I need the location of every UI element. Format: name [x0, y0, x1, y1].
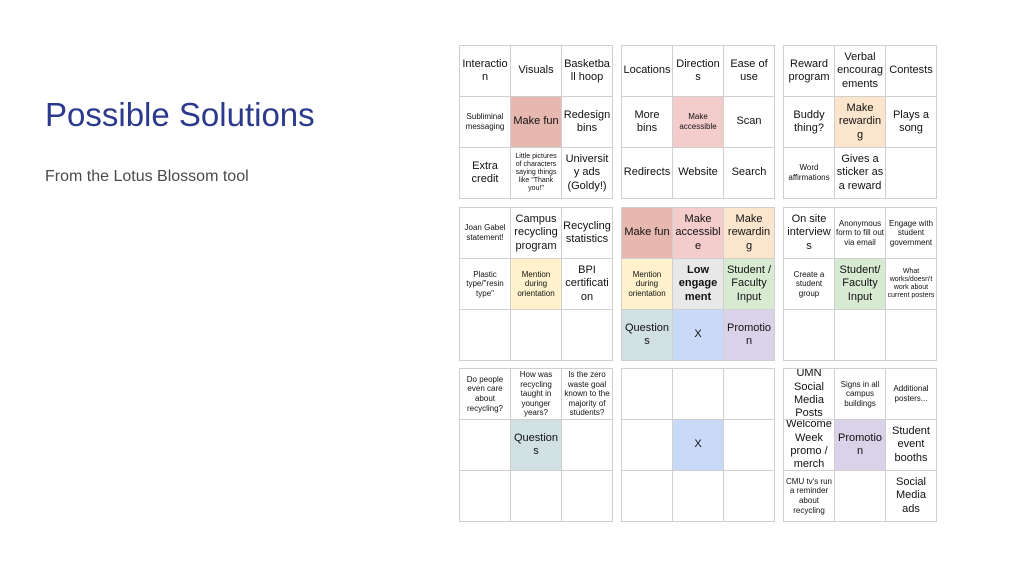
lotus-cell-empty — [886, 310, 937, 361]
lotus-cell-empty — [835, 471, 886, 522]
lotus-cell-empty — [460, 420, 511, 471]
lotus-cell: Additional posters... — [886, 369, 937, 420]
lotus-cell: Interaction — [460, 46, 511, 97]
lotus-cell-empty — [673, 369, 724, 420]
lotus-cell: Low engagement — [673, 259, 724, 310]
lotus-cell: Redirects — [622, 148, 673, 199]
lotus-cell: Mention during orientation — [622, 259, 673, 310]
lotus-cell: Basketball hoop — [562, 46, 613, 97]
slide-subtitle: From the Lotus Blossom tool — [45, 168, 249, 185]
lotus-cell: CMU tv's run a reminder about recycling — [784, 471, 835, 522]
lotus-cell: On site interviews — [784, 208, 835, 259]
lotus-cell: X — [673, 420, 724, 471]
lotus-cell: Questions — [511, 420, 562, 471]
lotus-cell: Make accessible — [673, 208, 724, 259]
lotus-cell-empty — [562, 310, 613, 361]
lotus-cell: Campus recycling program — [511, 208, 562, 259]
lotus-cell: Extra credit — [460, 148, 511, 199]
lotus-cell: Scan — [724, 97, 775, 148]
lotus-cell: Contests — [886, 46, 937, 97]
lotus-cell: Engage with student government — [886, 208, 937, 259]
lotus-cell: Directions — [673, 46, 724, 97]
lotus-cell: Redesign bins — [562, 97, 613, 148]
lotus-cell: Welcome Week promo / merch — [784, 420, 835, 471]
lotus-cell-empty — [724, 369, 775, 420]
lotus-cell-empty — [724, 471, 775, 522]
lotus-cell-empty — [562, 420, 613, 471]
lotus-cell: Is the zero waste goal known to the majority of students? — [562, 369, 613, 420]
lotus-cell: Reward program — [784, 46, 835, 97]
lotus-grid-make-fun — [459, 45, 613, 199]
lotus-cell: How was recycling taught in younger years? — [511, 369, 562, 420]
lotus-grid-make-rewarding — [783, 45, 937, 199]
lotus-cell: Mention during orientation — [511, 259, 562, 310]
lotus-cell: Visuals — [511, 46, 562, 97]
lotus-grid-questions — [459, 368, 613, 522]
lotus-cell: Plays a song — [886, 97, 937, 148]
lotus-cell-empty — [622, 471, 673, 522]
lotus-cell: Subliminal messaging — [460, 97, 511, 148]
lotus-cell: Promotion — [724, 310, 775, 361]
lotus-cell-empty — [511, 471, 562, 522]
lotus-cell: Signs in all campus buildings — [835, 369, 886, 420]
lotus-cell: Make fun — [622, 208, 673, 259]
lotus-cell: Make rewarding — [835, 97, 886, 148]
lotus-cell: Joan Gabel statement! — [460, 208, 511, 259]
lotus-cell: Social Media ads — [886, 471, 937, 522]
lotus-cell: Gives a sticker as a reward — [835, 148, 886, 199]
lotus-cell: Search — [724, 148, 775, 199]
lotus-cell-empty — [622, 369, 673, 420]
lotus-cell-empty — [511, 310, 562, 361]
lotus-cell: What works/doesn't work about current posters — [886, 259, 937, 310]
lotus-grid-center-low-engagement — [621, 207, 775, 361]
lotus-cell: Recycling statistics — [562, 208, 613, 259]
lotus-cell: Student event booths — [886, 420, 937, 471]
lotus-cell: Promotion — [835, 420, 886, 471]
lotus-cell: Verbal encouragements — [835, 46, 886, 97]
lotus-cell-empty — [835, 310, 886, 361]
lotus-cell: Buddy thing? — [784, 97, 835, 148]
lotus-grid-mention-during-orientation — [459, 207, 613, 361]
lotus-grid-student-faculty-input — [783, 207, 937, 361]
lotus-cell: BPI certification — [562, 259, 613, 310]
lotus-cell: Student/ Faculty Input — [835, 259, 886, 310]
lotus-cell: Word affirmations — [784, 148, 835, 199]
lotus-cell: Do people even care about recycling? — [460, 369, 511, 420]
lotus-cell: Create a student group — [784, 259, 835, 310]
lotus-grid-promotion — [783, 368, 937, 522]
lotus-cell: Make rewarding — [724, 208, 775, 259]
lotus-cell: Make fun — [511, 97, 562, 148]
lotus-cell: Website — [673, 148, 724, 199]
lotus-cell-empty — [562, 471, 613, 522]
lotus-cell: Anonymous form to fill out via email — [835, 208, 886, 259]
lotus-cell: Questions — [622, 310, 673, 361]
lotus-cell: Plastic type/"resin type" — [460, 259, 511, 310]
lotus-cell: UMN Social Media Posts — [784, 369, 835, 420]
lotus-cell: Ease of use — [724, 46, 775, 97]
lotus-cell-empty — [784, 310, 835, 361]
lotus-cell-empty — [673, 471, 724, 522]
lotus-cell-empty — [460, 310, 511, 361]
lotus-cell: X — [673, 310, 724, 361]
lotus-cell: More bins — [622, 97, 673, 148]
lotus-cell-empty — [460, 471, 511, 522]
lotus-grid-x — [621, 368, 775, 522]
slide-title: Possible Solutions — [45, 96, 315, 133]
lotus-cell: Make accessible — [673, 97, 724, 148]
lotus-grid-make-accessible — [621, 45, 775, 199]
lotus-cell-empty — [886, 148, 937, 199]
lotus-cell: Student / Faculty Input — [724, 259, 775, 310]
lotus-cell: Little pictures of characters saying things like "Thank you!" — [511, 148, 562, 199]
lotus-cell-empty — [724, 420, 775, 471]
lotus-cell: University ads (Goldy!) — [562, 148, 613, 199]
lotus-cell-empty — [622, 420, 673, 471]
lotus-cell: Locations — [622, 46, 673, 97]
